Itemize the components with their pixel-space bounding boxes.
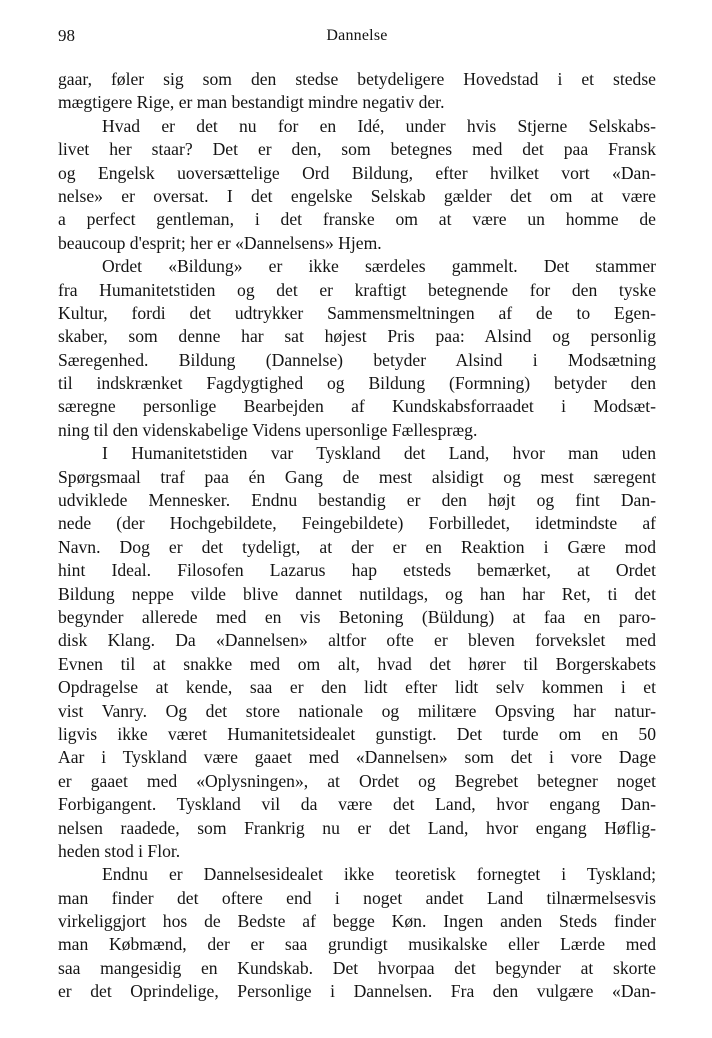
text-line: begynder allerede med en vis Betoning (Büldung) at faa en paro-: [58, 606, 656, 627]
body-text: [58, 68, 656, 1004]
text-line: man Købmænd, der er saa grundigt musikalske eller Lærde med: [58, 934, 656, 955]
text-line: livet her staar? Det er den, som betegnes med det paa Fransk: [58, 139, 656, 160]
text-line: udviklede Mennesker. Endnu bestandig er den højt og fint Dan-: [58, 490, 656, 511]
text-line: virkeliggjort hos de Bedste af begge Køn. Ingen anden Steds finder: [58, 911, 656, 932]
text-line: ligvis ikke været Humanitetsidealet gunstigt. Det turde om en 50: [58, 723, 656, 744]
text-line: og Engelsk uoversættelige Ord Bildung, efter hvilket vort «Dan-: [58, 162, 656, 183]
text-line: Hvad er det nu for en Idé, under hvis Stjerne Selskabs-: [102, 115, 656, 136]
text-line: Bildung neppe vilde blive dannet nutildags, og han har Ret, ti det: [58, 583, 656, 604]
text-line: er det Oprindelige, Personlige i Dannelsen. Fra den vulgære «Dan-: [58, 981, 656, 1002]
text-line: Navn. Dog er det tydeligt, at der er en Reaktion i Gære mod: [58, 536, 656, 557]
text-line: nede (der Hochgebildete, Feingebildete) Forbilledet, idetmindste af: [58, 513, 656, 534]
text-line: er gaaet med «Oplysningen», at Ordet og Begrebet betegner noget: [58, 770, 656, 791]
text-line: ning til den videnskabelige Videns upersonlige Fællespræg.: [58, 419, 478, 440]
text-line: Særegenhed. Bildung (Dannelse) betyder Alsind i Modsætning: [58, 349, 656, 370]
text-line: til indskrænket Fagdygtighed og Bildung (Formning) betyder den: [58, 373, 656, 394]
page-number: 98: [58, 26, 75, 45]
text-line: gaar, føler sig som den stedse betydeligere Hovedstad i et stedse: [58, 69, 656, 89]
text-line: hint Ideal. Filosofen Lazarus hap etsteds bemærket, at Ordet: [58, 560, 656, 581]
text-line: Spørgsmaal traf paa én Gang de mest alsidigt og mest særegent: [58, 466, 656, 487]
text-line: fra Humanitetstiden og det er kraftigt betegnende for den tyske: [58, 279, 656, 300]
text-line: Aar i Tyskland være gaaet med «Dannelsen» som det i vore Dage: [58, 747, 656, 768]
text-line: særegne personlige Bearbejden af Kundskabsforraadet i Modsæt-: [58, 396, 656, 417]
text-line: vist Vanry. Og det store nationale og militære Opsving har natur-: [58, 700, 656, 721]
text-line: Opdragelse at kende, saa er den lidt efter lidt selv kommen i et: [58, 677, 656, 698]
text-line: skaber, som denne har sat højest Pris paa: Alsind og personlig: [58, 326, 656, 347]
text-line: mægtigere Rige, er man bestandigt mindre negativ der.: [58, 92, 445, 113]
text-line: nelse» er oversat. I det engelske Selskab gælder det om at være: [58, 185, 656, 206]
text-line: a perfect gentleman, i det franske om at være un homme de: [58, 209, 656, 230]
text-line: beaucoup d'esprit; her er «Dannelsens» Hjem.: [58, 232, 382, 253]
text-line: saa mangesidig en Kundskab. Det hvorpaa det begynder at skorte: [58, 957, 656, 978]
text-line: Endnu er Dannelsesidealet ikke teoretisk fornegtet i Tyskland;: [102, 864, 656, 885]
text-line: disk Klang. Da «Dannelsen» altfor ofte er bleven forvekslet med: [58, 630, 656, 651]
running-title: Dannelse: [326, 27, 388, 44]
page-header: [58, 26, 656, 50]
text-line: Kultur, fordi det udtrykker Sammensmeltningen af de to Egen-: [58, 302, 656, 323]
text-line: Evnen til at snakke med om alt, hvad det hører til Borgerskabets: [58, 653, 656, 674]
text-line: man finder det oftere end i noget andet Land tilnærmelsesvis: [58, 887, 656, 908]
text-line: Ordet «Bildung» er ikke særdeles gammelt. Det stammer: [102, 256, 656, 277]
text-line: Forbigangent. Tyskland vil da være det Land, hvor engang Dan-: [58, 794, 656, 815]
text-line: nelsen raadede, som Frankrig nu er det Land, hvor engang Høflig-: [58, 817, 656, 838]
text-line: I Humanitetstiden var Tyskland det Land, hvor man uden: [102, 443, 656, 464]
text-line: heden stod i Flor.: [58, 840, 181, 861]
